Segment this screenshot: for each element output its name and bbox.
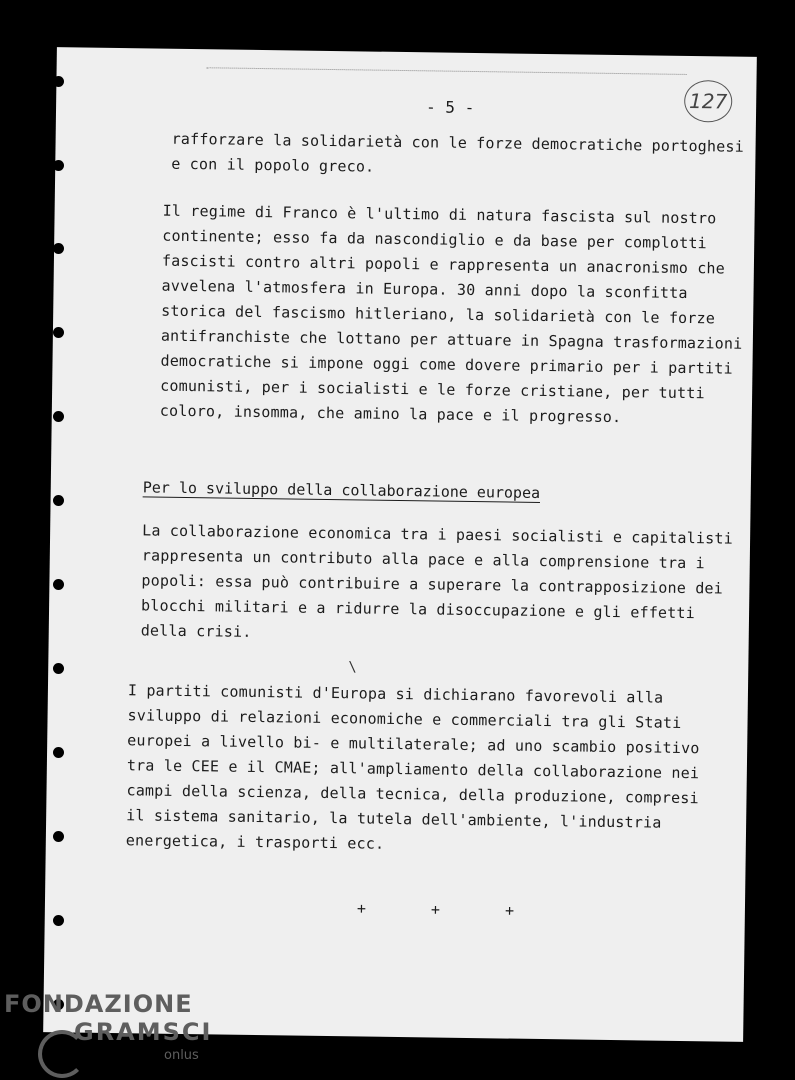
text-line: sviluppo di relazioni economiche e commerciali tra gli Stati xyxy=(127,706,682,732)
punch-hole xyxy=(53,327,64,338)
text-line: avvelena l'atmosfera in Europa. 30 anni dopo la sconfitta xyxy=(161,276,688,302)
section-heading: Per lo sviluppo della collaborazione europea xyxy=(142,478,541,502)
text-line: della crisi. xyxy=(140,621,252,641)
watermark-logo xyxy=(4,990,213,1063)
text-line: continente; esso fa da nascondiglio e da base per complotti xyxy=(162,226,707,253)
text-line: fascisti contro altri popoli e rappresenta un anacronismo che xyxy=(161,251,726,278)
text-line: antifranchiste che lottano per attuare in Spagna trasformazioni xyxy=(160,326,743,353)
text-line: I partiti comunisti d'Europa si dichiarano favorevoli alla xyxy=(127,681,664,707)
punch-hole xyxy=(53,160,64,171)
text-line: storica del fascismo hitleriano, la solidarietà con le forze xyxy=(161,301,716,328)
text-line: coloro, insomma, che amino la pace e il progresso. xyxy=(159,401,622,427)
text-line: energetica, i trasporti ecc. xyxy=(125,831,385,853)
paragraph-2 xyxy=(160,199,745,432)
paragraph-1 xyxy=(171,127,744,185)
text-line: rafforzare la solidarietà con le forze democratiche portoghesi xyxy=(171,129,745,156)
archive-stamp: 127 xyxy=(684,80,733,123)
watermark-suffix: onlus xyxy=(164,1048,199,1063)
watermark-line1: FONDAZIONE xyxy=(4,990,193,1018)
text-line: tra le CEE e il CMAE; all'ampliamento della collaborazione nei xyxy=(126,756,700,783)
paragraph-3 xyxy=(141,518,733,651)
punch-hole xyxy=(53,495,64,506)
text-line: democratiche si impone oggi come dovere primario per i partiti xyxy=(160,351,733,378)
text-line: Il regime di Franco è l'ultimo di natura fascista sul nostro xyxy=(162,201,717,228)
text-line: rappresenta un contributo alla pace e alla comprensione tra i xyxy=(141,546,705,573)
punch-hole xyxy=(53,831,64,842)
punch-hole xyxy=(53,411,64,422)
end-marks: + + + xyxy=(356,899,543,921)
page-number: - 5 - xyxy=(425,97,475,117)
text-line: campi della scienza, della tecnica, della produzione, compresi xyxy=(126,781,699,808)
punch-hole xyxy=(53,243,64,254)
text-line: comunisti, per i socialisti e le forze cristiane, per tutti xyxy=(160,376,705,403)
watermark-g-icon xyxy=(38,1030,86,1078)
document-page xyxy=(43,47,757,1042)
text-line: e con il popolo greco. xyxy=(171,154,375,176)
watermark-line2: GRAMSCI xyxy=(74,1018,213,1046)
paragraph-4 xyxy=(126,678,701,861)
text-line: europei a livello bi- e multilaterale; ad uno scambio positivo xyxy=(127,731,700,758)
punch-hole xyxy=(53,76,64,87)
text-line: popoli: essa può contribuire a superare la contrapposizione dei xyxy=(141,571,724,598)
top-dotted-line xyxy=(207,67,687,75)
punch-hole xyxy=(53,915,64,926)
text-line: La collaborazione economica tra i paesi socialisti e capitalisti xyxy=(142,521,734,548)
punch-hole xyxy=(53,747,64,758)
pencil-mark: \ xyxy=(348,659,357,676)
punch-hole xyxy=(53,663,64,674)
text-line: blocchi militari e a ridurre la disoccupazione e gli effetti xyxy=(140,596,696,623)
punch-hole xyxy=(53,579,64,590)
text-line: il sistema sanitario, la tutela dell'ambiente, l'industria xyxy=(126,806,662,832)
